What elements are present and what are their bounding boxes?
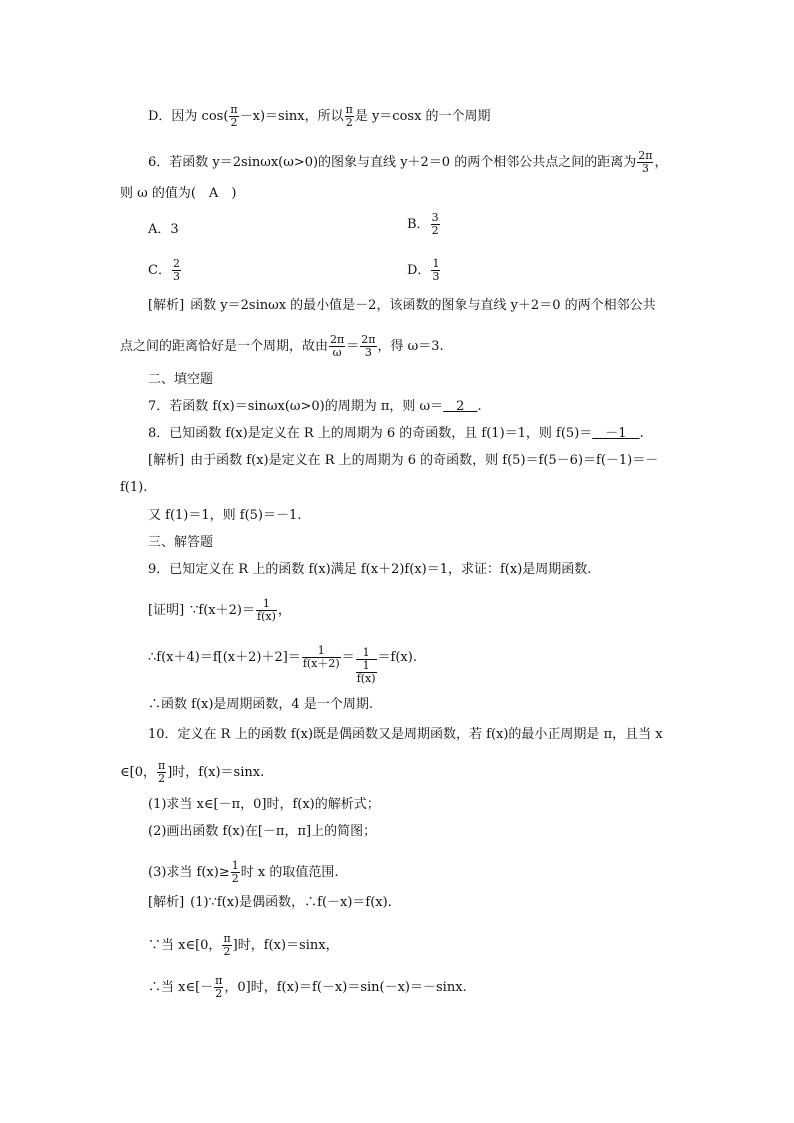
fraction [637,150,653,175]
q8-answer: －1 [592,426,640,441]
q6-option-c [148,258,182,283]
q8-end: . [639,426,644,441]
inner-fraction [356,660,377,685]
frac-num: π [215,974,223,987]
fraction [431,212,440,237]
q6-analysis-line1 [148,298,656,314]
option-label: D． [407,263,431,278]
frac-den: ω [332,346,342,359]
q8-analysis-line3: 又 f(1)＝1，则 f(5)＝－1. [148,508,302,523]
frac-den: 2 [223,945,231,958]
option-d-mid: －x)＝sinx，所以 [239,109,344,124]
analysis-tag: [解析] [148,453,185,468]
analysis-tag: [解析] [148,895,185,910]
frac-den: f(x) [356,671,376,685]
fraction [256,598,277,623]
analysis-text: 由于函数 f(x)是定义在 R 上的周期为 6 的奇函数，则 f(5)＝f(5－6)＝f(－1)＝－ [190,453,659,468]
proof-text: ， [277,603,291,618]
frac-num: 1 [432,257,440,270]
option-d-prefix: D．因为 cos( [148,109,229,124]
analysis-text: ∴当 x∈[－ [148,980,214,995]
option-d-line [148,104,491,129]
q7-line [148,399,482,415]
proof-tag: [证明] [148,603,185,618]
fraction-pi-over-2 [214,975,223,1000]
analysis-text: ，得 ω＝3. [377,339,444,354]
q10-part1: (1)求当 x∈[－π，0]时，f(x)的解析式； [148,797,380,812]
q6-stem-line2: 则 ω 的值为( A ) [120,186,237,201]
frac-den: 3 [432,270,440,283]
frac-den [356,660,377,685]
q9-proof-line3: ∴函数 f(x)是周期函数，4 是一个周期. [148,697,373,712]
frac-den: f(x＋2) [302,657,340,670]
frac-den: 2 [431,224,439,237]
q8-analysis-line1 [148,453,658,469]
frac-num: 1 [356,647,377,660]
analysis-text: 点之间的距离恰好是一个周期，故由 [120,339,329,354]
equals: ＝ [346,339,360,354]
q6-option-b [407,212,441,237]
frac-den: 2 [215,987,223,1000]
q6-stem-comma: ， [654,155,668,170]
frac-den: 2 [345,116,353,129]
frac-den: 3 [172,270,180,283]
frac-num: 2π [330,333,345,346]
proof-text: ＝f(x). [377,650,417,665]
q6-option-a: A．3 [148,222,179,237]
analysis-tag: [解析] [148,298,185,313]
fraction-pi-over-2 [222,933,231,958]
fraction [172,258,181,283]
frac-num: 3 [431,211,439,224]
q6-stem-line1 [148,150,667,175]
q10-stem-line2 [120,760,264,785]
section-heading-fill-in: 二、填空题 [148,372,214,387]
frac-den: 3 [364,346,372,359]
analysis-text: ]时，f(x)＝sinx， [232,938,339,953]
frac-den: 2 [231,872,239,885]
frac-den: 2 [158,772,166,785]
q9-proof-line1 [148,598,291,623]
q6-stem-text: 6．若函数 y＝2sinωx(ω>0)的图象与直线 y＋2＝0 的两个相邻公共点之间的距离为 [148,155,637,170]
fraction [431,258,440,283]
option-label: B． [407,217,430,232]
frac-num: π [230,103,238,116]
frac-den: 3 [641,162,649,175]
fraction [329,334,345,359]
fraction [302,645,341,670]
q8-analysis-line2: f(1). [120,480,148,495]
frac-num: 2 [172,257,180,270]
fraction-pi-over-2 [345,104,354,129]
q10-analysis-line1 [148,895,392,911]
frac-num: π [157,759,166,772]
q9-proof-line2 [148,645,417,685]
q8-text: 8．已知函数 f(x)是定义在 R 上的周期为 6 的奇函数，且 f(1)＝1，则 f(5)＝ [148,426,593,441]
section-heading-solutions: 三、解答题 [148,535,214,550]
q10-text: ]时，f(x)＝sinx. [167,765,265,780]
fraction [360,334,376,359]
frac-num: 1 [256,598,277,611]
frac-den: 2 [230,116,238,129]
frac-num: 1 [356,660,377,673]
q7-text: 7．若函数 f(x)＝sinωx(ω>0)的周期为 π，则 ω＝ [148,399,444,414]
frac-num: π [223,932,231,945]
proof-text: ∵f(x＋2)＝ [190,603,255,618]
q10-text: ∈[0， [120,765,156,780]
equals: ＝ [341,650,355,665]
frac-num: 2π [361,333,376,346]
q7-end: . [477,399,482,414]
q9-stem: 9．已知定义在 R 上的函数 f(x)满足 f(x＋2)f(x)＝1，求证：f(x)是周期函数. [148,562,592,577]
option-label: C． [148,263,171,278]
frac-num: π [345,103,353,116]
q8-line [148,426,644,442]
analysis-text: ，0]时，f(x)＝f(－x)＝sin(－x)＝－sinx. [224,980,467,995]
q10-text: 时 x 的取值范围. [240,865,339,880]
q7-answer: 2 [443,399,478,414]
frac-num: 1 [302,645,341,658]
q10-part3 [148,860,338,885]
analysis-text: (1)∵f(x)是偶函数，∴f(－x)＝f(x). [190,895,392,910]
frac-num: 1 [231,859,239,872]
analysis-text: ∵当 x∈[0， [148,938,222,953]
option-d-tail: 是 y＝cosx 的一个周期 [354,109,491,124]
fraction-pi-over-2 [157,760,166,785]
q10-analysis-line2 [148,933,339,958]
nested-fraction [356,647,377,685]
fraction-one-half [231,860,240,885]
proof-text: ∴f(x＋4)＝f[(x＋2)＋2]＝ [148,650,301,665]
q10-text: (3)求当 f(x)≥ [148,865,230,880]
frac-num: 2π [638,149,653,162]
fraction-pi-over-2 [229,104,238,129]
q10-stem-line1: 10．定义在 R 上的函数 f(x)既是偶函数又是周期函数，若 f(x)的最小正周期是 π，且当 x [148,727,663,742]
q6-option-d [407,258,441,283]
q10-analysis-line3 [148,975,467,1000]
analysis-text: 函数 y＝2sinωx 的最小值是－2，该函数的图象与直线 y＋2＝0 的两个相邻公共 [190,298,656,313]
q6-analysis-line2 [120,334,444,359]
q10-part2: (2)画出函数 f(x)在[－π，π]上的简图； [148,824,377,839]
frac-den: f(x) [257,610,276,623]
